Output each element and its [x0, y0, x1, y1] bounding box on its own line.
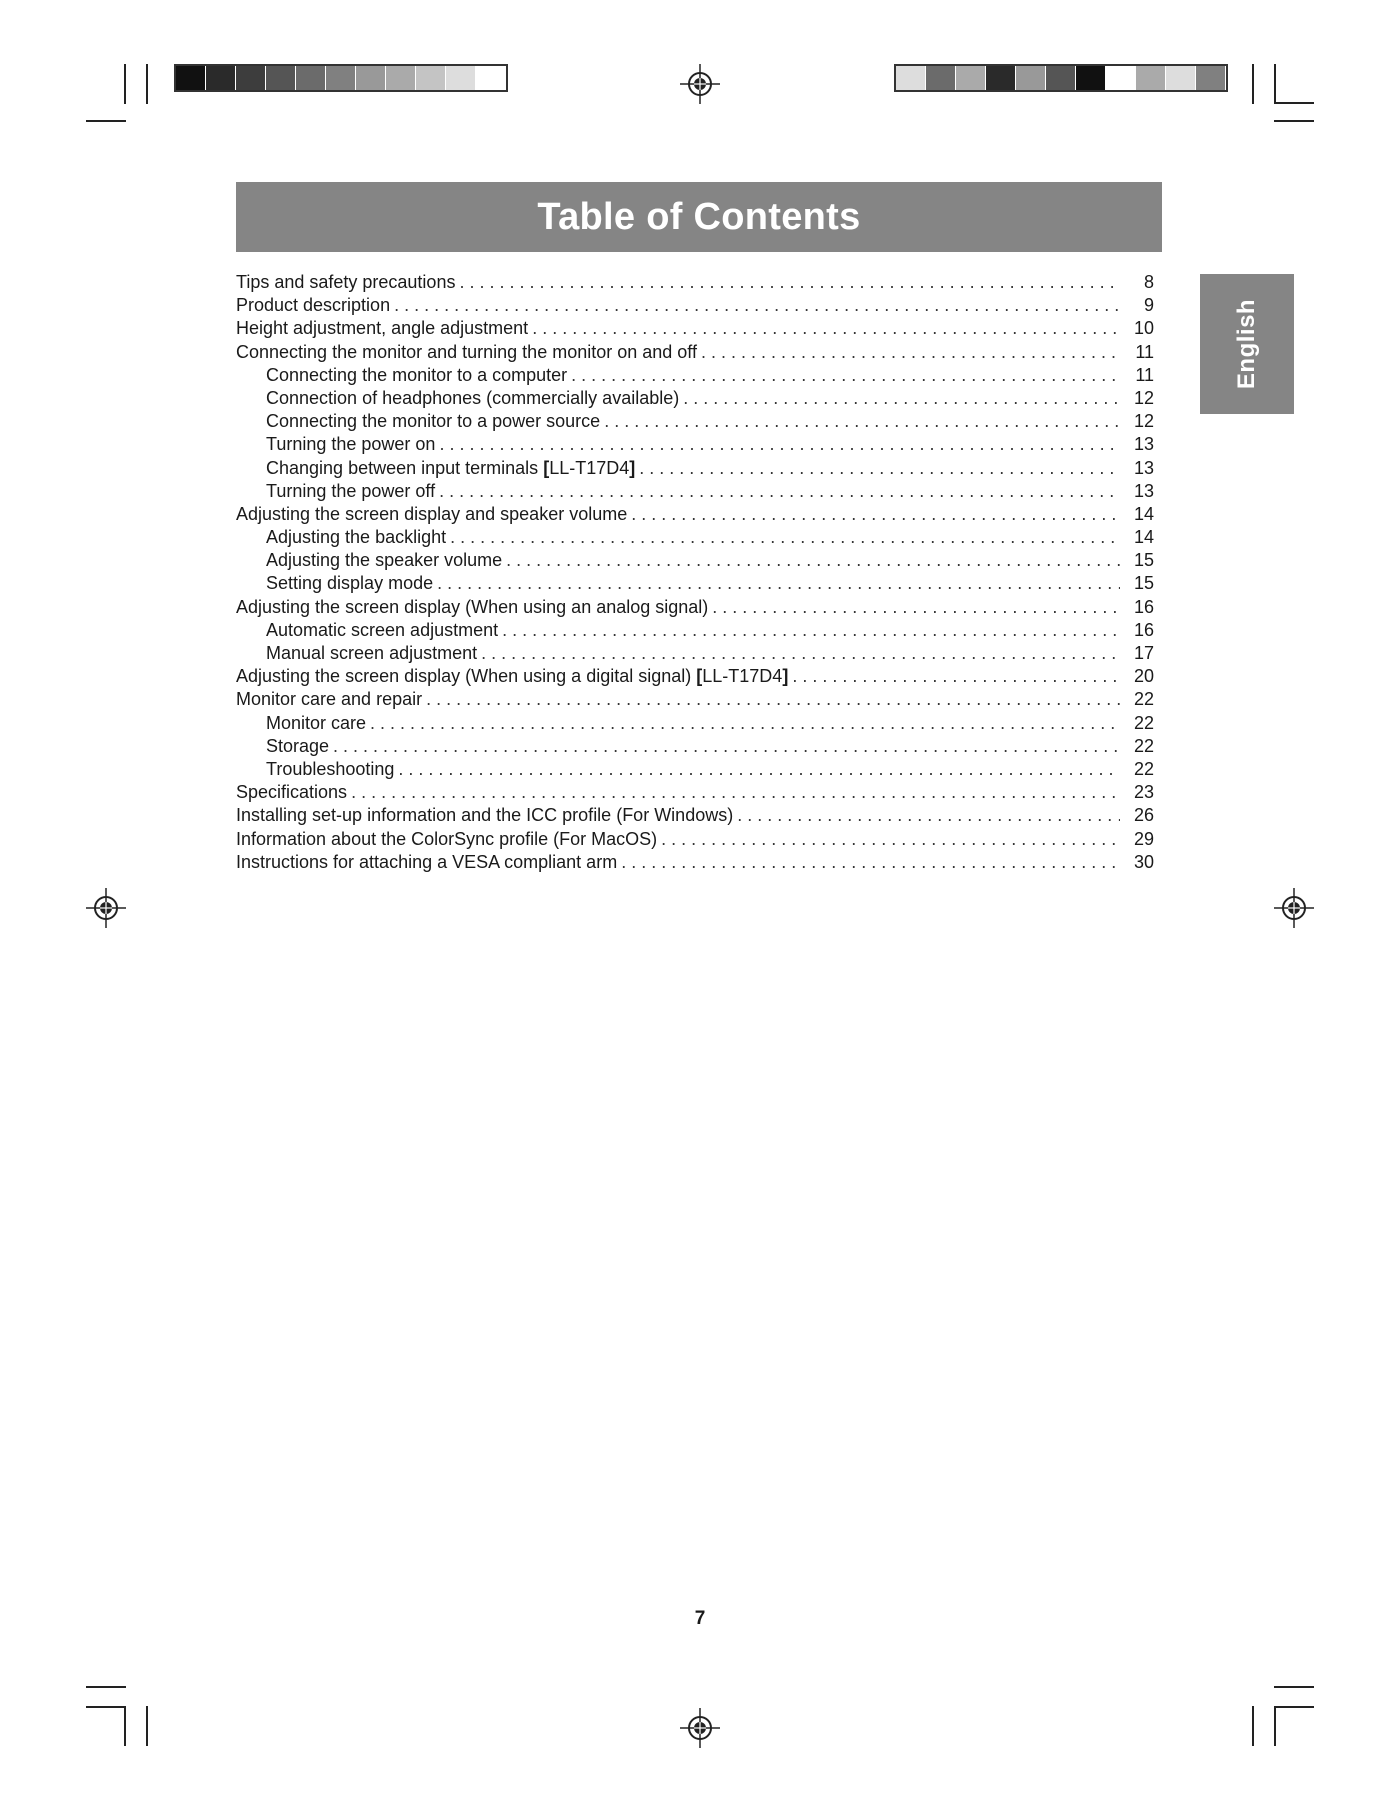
toc-entry-page: 16 — [1133, 619, 1154, 640]
toc-entry-page: 22 — [1133, 758, 1154, 779]
toc-dot-leader — [502, 619, 1120, 642]
color-bar-swatch — [1076, 66, 1106, 90]
toc-entry-page: 13 — [1133, 434, 1154, 455]
toc-entry-title: Specifications — [236, 782, 348, 803]
toc-dot-leader — [426, 688, 1120, 711]
color-bar-swatch — [176, 66, 206, 90]
registration-mark-icon — [680, 64, 720, 104]
toc-entry-title: Setting display mode — [266, 573, 434, 594]
toc-dot-leader — [370, 712, 1120, 735]
toc-entry-title: Height adjustment, angle adjustment — [236, 318, 529, 339]
toc-entry — [236, 665, 1154, 688]
table-of-contents — [236, 271, 1154, 874]
toc-entry-title: Connection of headphones (commercially available) — [266, 387, 680, 408]
toc-entry-title: Adjusting the screen display and speaker volume — [236, 503, 628, 524]
toc-entry — [236, 781, 1154, 804]
toc-entry-page: 22 — [1133, 735, 1154, 756]
registration-mark-icon — [86, 888, 126, 928]
toc-entry-title: Adjusting the screen display (When using a digital signal) [LL-T17D4] — [236, 666, 789, 687]
toc-entry-title: Storage — [266, 735, 330, 756]
page-title: Table of Contents — [537, 195, 861, 238]
toc-dot-leader — [506, 549, 1120, 572]
toc-entry-title: Instructions for attaching a VESA compliant arm — [236, 851, 618, 872]
color-bar-swatch — [896, 66, 926, 90]
toc-entry — [236, 317, 1154, 340]
toc-entry-page: 15 — [1133, 573, 1154, 594]
toc-entry-title: Product description — [236, 295, 391, 316]
toc-entry — [236, 712, 1154, 735]
toc-entry — [236, 735, 1154, 758]
toc-dot-leader — [737, 804, 1120, 827]
toc-entry-title: Monitor care — [266, 712, 367, 733]
toc-dot-leader — [571, 364, 1120, 387]
color-bar-swatch — [356, 66, 386, 90]
toc-entry — [236, 828, 1154, 851]
color-bar-swatch — [926, 66, 956, 90]
toc-entry-page: 23 — [1133, 782, 1154, 803]
toc-entry — [236, 271, 1154, 294]
color-bar-swatch — [986, 66, 1016, 90]
color-bar-swatch — [476, 66, 506, 90]
color-bar-swatch — [386, 66, 416, 90]
language-tab — [1200, 274, 1294, 414]
color-bar-swatch — [206, 66, 236, 90]
toc-entry — [236, 410, 1154, 433]
color-bar-swatch — [446, 66, 476, 90]
toc-dot-leader — [450, 526, 1120, 549]
toc-entry-page: 12 — [1133, 411, 1154, 432]
toc-entry-title: Changing between input terminals [LL-T17D4] — [266, 457, 636, 478]
toc-entry — [236, 688, 1154, 711]
registration-mark-icon — [1274, 888, 1314, 928]
title-banner — [236, 182, 1162, 252]
toc-entry — [236, 572, 1154, 595]
toc-entry-page: 9 — [1143, 295, 1154, 316]
toc-dot-leader — [398, 758, 1120, 781]
color-bar-swatch — [1016, 66, 1046, 90]
toc-entry-title: Monitor care and repair — [236, 689, 423, 710]
toc-entry — [236, 642, 1154, 665]
print-color-bar-right — [894, 64, 1228, 92]
toc-entry — [236, 364, 1154, 387]
color-bar-swatch — [1136, 66, 1166, 90]
toc-entry-title: Troubleshooting — [266, 758, 395, 779]
color-bar-swatch — [1196, 66, 1226, 90]
toc-entry-title: Connecting the monitor to a computer — [266, 364, 568, 385]
toc-dot-leader — [621, 851, 1120, 874]
toc-entry-title: Adjusting the speaker volume — [266, 550, 503, 571]
toc-entry — [236, 294, 1154, 317]
toc-dot-leader — [661, 828, 1120, 851]
toc-entry-title: Connecting the monitor to a power source — [266, 411, 601, 432]
toc-dot-leader — [532, 317, 1120, 340]
toc-entry-title: Turning the power off — [266, 480, 436, 501]
print-color-bar-left — [174, 64, 508, 92]
toc-entry — [236, 851, 1154, 874]
toc-entry — [236, 433, 1154, 456]
toc-dot-leader — [459, 271, 1120, 294]
toc-entry-title: Turning the power on — [266, 434, 436, 455]
toc-entry-title: Tips and safety precautions — [236, 272, 456, 292]
toc-entry-page: 11 — [1135, 341, 1154, 362]
toc-entry-model: LL-T17D4 — [702, 666, 783, 687]
toc-dot-leader — [394, 294, 1120, 317]
toc-dot-leader — [333, 735, 1120, 758]
color-bar-swatch — [326, 66, 356, 90]
toc-entry — [236, 549, 1154, 572]
toc-dot-leader — [701, 341, 1120, 364]
toc-entry — [236, 503, 1154, 526]
toc-dot-leader — [604, 410, 1120, 433]
toc-dot-leader — [683, 387, 1120, 410]
language-tab-label: English — [1233, 298, 1260, 390]
toc-entry-page: 22 — [1133, 689, 1154, 710]
toc-entry-model: LL-T17D4 — [549, 457, 630, 478]
color-bar-swatch — [236, 66, 266, 90]
toc-entry-page: 16 — [1133, 596, 1154, 617]
color-bar-swatch — [956, 66, 986, 90]
toc-dot-leader — [481, 642, 1120, 665]
toc-dot-leader — [639, 457, 1120, 480]
toc-entry-page: 15 — [1133, 550, 1154, 571]
toc-entry — [236, 526, 1154, 549]
page-number: 7 — [694, 1608, 706, 1629]
toc-entry — [236, 387, 1154, 410]
toc-entry-title: Connecting the monitor and turning the monitor on and off — [236, 341, 697, 362]
toc-entry-title: Information about the ColorSync profile (For MacOS) — [236, 828, 658, 849]
registration-mark-icon — [680, 1708, 720, 1748]
toc-entry — [236, 341, 1154, 364]
toc-entry-title: Manual screen adjustment — [266, 643, 478, 663]
toc-dot-leader — [712, 596, 1120, 619]
toc-entry-page: 8 — [1143, 272, 1154, 292]
toc-entry — [236, 596, 1154, 619]
toc-entry-page: 17 — [1133, 643, 1154, 663]
toc-entry-page: 22 — [1133, 712, 1154, 733]
color-bar-swatch — [1046, 66, 1076, 90]
toc-dot-leader — [439, 480, 1120, 503]
toc-dot-leader — [439, 433, 1120, 456]
toc-entry-title: Adjusting the screen display (When using an analog signal) — [236, 596, 709, 617]
color-bar-swatch — [266, 66, 296, 90]
toc-entry-page: 13 — [1133, 480, 1154, 501]
color-bar-swatch — [1106, 66, 1136, 90]
toc-dot-leader — [437, 572, 1120, 595]
color-bar-swatch — [1166, 66, 1196, 90]
toc-entry-title: Automatic screen adjustment — [266, 619, 499, 640]
toc-entry-page: 26 — [1133, 805, 1154, 826]
toc-dot-leader — [631, 503, 1120, 526]
toc-entry-page: 11 — [1135, 364, 1154, 385]
toc-entry-page: 30 — [1133, 851, 1154, 872]
toc-entry-page: 13 — [1133, 457, 1154, 478]
toc-entry-title: Adjusting the backlight — [266, 527, 447, 548]
toc-entry-page: 29 — [1133, 828, 1154, 849]
toc-entry-page: 12 — [1133, 387, 1154, 408]
toc-entry-page: 14 — [1133, 503, 1154, 524]
toc-entry — [236, 804, 1154, 827]
toc-entry-title: Installing set-up information and the ICC profile (For Windows) — [236, 805, 734, 826]
toc-entry — [236, 480, 1154, 503]
toc-entry — [236, 758, 1154, 781]
toc-dot-leader — [792, 665, 1120, 688]
toc-entry-page: 20 — [1133, 666, 1154, 687]
color-bar-swatch — [416, 66, 446, 90]
color-bar-swatch — [296, 66, 326, 90]
toc-entry-page: 14 — [1133, 527, 1154, 548]
toc-dot-leader — [351, 781, 1120, 804]
toc-entry — [236, 457, 1154, 480]
toc-entry-page: 10 — [1133, 318, 1154, 339]
toc-entry — [236, 619, 1154, 642]
